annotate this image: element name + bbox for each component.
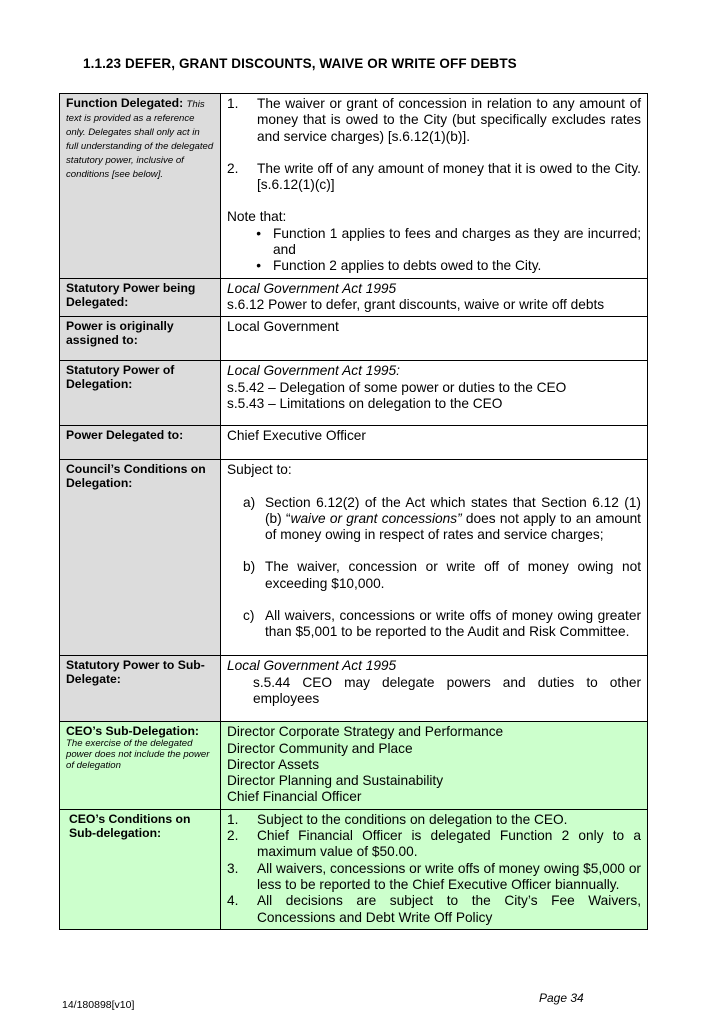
label-council-conditions: Council’s Conditions on Delegation: [60,460,221,656]
item-text: Section 6.12(2) of the Act which states that Section 6.12 (1)(b) “waive or grant concessions” does not apply to an amount of money owing in respect of rates and service charges; [265,494,641,543]
bullet-icon: • [256,258,261,274]
item-number: 4. [227,893,239,909]
act-name: Local Government Act 1995 [227,658,397,674]
item-text: All waivers, concessions or write offs of money owing greater than $5,001 to be reported to the Audit and Risk Committee. [265,608,641,640]
bullet-icon: • [256,225,261,241]
row-function-delegated [60,94,648,279]
row-power-originally [60,317,648,361]
row-sub-delegate [60,656,648,722]
item-letter: a) [243,494,256,510]
value-function-delegated [221,94,648,279]
delegation-table [59,93,648,930]
item-letter: c) [243,608,255,624]
value-ceo-conditions [221,809,648,929]
item-text: All waivers, concessions or write offs of money owing $5,000 or less to be reported to the Chief Executive Officer biannually. [257,860,641,892]
item-number: 2. [227,828,239,844]
label-text: Function Delegated: [66,96,184,110]
condition-item [227,495,641,544]
item-number: 1. [227,96,239,111]
officer-item: Director Planning and Sustainability [227,773,444,789]
value-power-of-delegation [221,361,648,426]
item-text: Subject to the conditions on delegation to the CEO. [257,811,568,827]
row-statutory-power [60,278,648,317]
label-sub-delegate: Statutory Power to Sub-Delegate: [60,656,221,722]
value-ceo-sub-delegation [221,722,648,809]
section-heading: 1.1.23 DEFER, GRANT DISCOUNTS, WAIVE OR WRITE OFF DEBTS [83,56,517,71]
bullet-item [227,258,641,274]
condition-item [227,812,641,828]
label-power-of-delegation: Statutory Power of Delegation: [60,361,221,426]
value-council-conditions [221,460,648,656]
officer-item: Chief Financial Officer [227,789,362,805]
officer-item: Director Assets [227,756,320,772]
item-letter: b) [243,559,256,575]
note-that: Note that: [227,209,287,225]
label-ceo-conditions: CEO’s Conditions on Sub-delegation: [60,809,221,929]
label-power-originally: Power is originally assigned to: [60,317,221,361]
label-statutory-power: Statutory Power being Delegated: [60,278,221,317]
label-delegated-to: Power Delegated to: [60,426,221,460]
act-name: Local Government Act 1995 [227,280,397,296]
item-text: The write off of any amount of money that it is owed to the City. [s.6.12(1)(c)] [257,160,641,193]
row-delegated-to [60,426,648,460]
act-name: Local Government Act 1995: [227,363,400,379]
sub-delegation-note: The exercise of the delegated power does not include the power of delegation [66,738,210,772]
section-text: s.6.12 Power to defer, grant discounts, waive or write off debts [227,296,605,312]
function-item [227,96,641,145]
officer-item: Director Community and Place [227,740,413,756]
item-number: 1. [227,811,239,827]
item-text: The waiver, concession or write off of money owing not exceeding $10,000. [265,559,641,591]
document-reference: 14/180898[v10] [62,999,135,1011]
officer-item: Director Corporate Strategy and Performance [227,724,504,740]
subject-to: Subject to: [227,462,292,478]
label-function-delegated [60,94,221,279]
item-text: The waiver or grant of concession in relation to any amount of money that is owed to the City (but specifically excludes rates and service charges) [s.6.12(1)(b)]. [257,96,641,144]
item-text: All decisions are subject to the City’s Fee Waivers, Concessions and Debt Write Off Policy [257,893,641,925]
value-delegated-to: Chief Executive Officer [221,426,648,460]
value-sub-delegate [221,656,648,722]
condition-item [227,608,641,641]
row-ceo-conditions [60,809,648,929]
bullet-item [227,226,641,259]
label-text: CEO’s Sub-Delegation: [66,724,199,739]
row-council-conditions [60,460,648,656]
section-text: s.5.44 CEO may delegate powers and duties to other employees [253,674,641,706]
section-text: s.5.43 – Limitations on delegation to the CEO [227,395,503,411]
condition-item [227,861,641,894]
item-number: 2. [227,160,239,176]
function-item [227,161,641,194]
value-statutory-power [221,278,648,317]
bullet-text: Function 1 applies to fees and charges as they are incurred; and [273,225,641,258]
item-number: 3. [227,860,239,876]
row-power-of-delegation [60,361,648,426]
label-ceo-sub-delegation [60,722,221,809]
page-number: Page 34 [539,991,584,1005]
row-ceo-sub-delegation [60,722,648,809]
bullet-text: Function 2 applies to debts owed to the City. [273,258,542,274]
condition-item [227,828,641,861]
condition-item [227,559,641,592]
item-text: Chief Financial Officer is delegated Function 2 only to a maximum value of $50.00. [257,828,641,860]
reference-note: This text is provided as a reference only. Delegates shall only act in full understanding of the delegated statutory power, inclusive of conditions [see below]. [66,99,214,180]
section-text: s.5.42 – Delegation of some power or duties to the CEO [227,379,567,395]
value-power-originally: Local Government [221,317,648,361]
condition-item [227,893,641,926]
